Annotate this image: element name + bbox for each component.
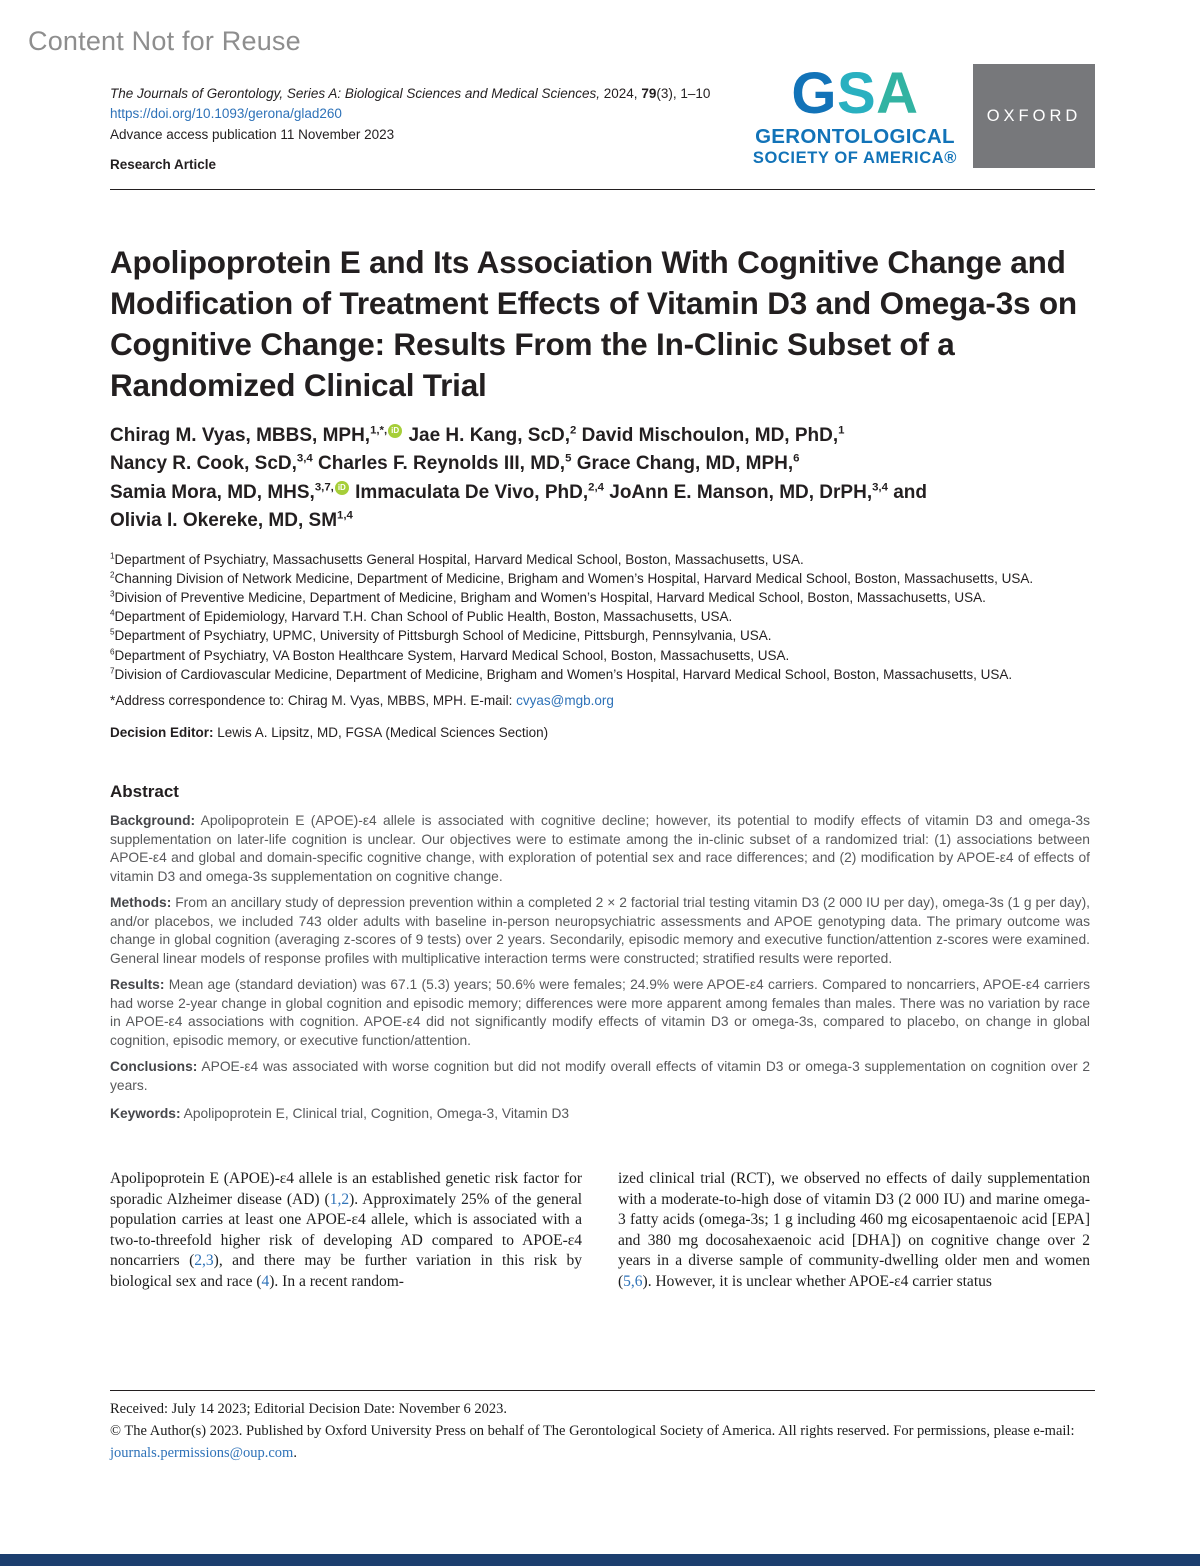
inline-link[interactable]: 5,6 (623, 1272, 643, 1290)
gsa-wordmark-line2: SOCIETY OF AMERICA® (752, 149, 957, 168)
superscript-ref: 1,*, (370, 424, 388, 437)
author-line: Chirag M. Vyas, MBBS, MPH,$^{1,*,}$ iD Jae H. Kang, ScD,$^2$ David Mischoulon, MD, PhD,$^1$ (110, 424, 845, 446)
received-line: Received: July 14 2023; Editorial Decision Date: November 6 2023. (110, 1401, 508, 1417)
article-main (0, 242, 1200, 1292)
oxford-logo (973, 64, 1095, 168)
author-list (110, 422, 1090, 536)
affiliation: $^1$Department of Psychiatry, Massachusetts General Hospital, Harvard Medical School, Boston, Massachusetts, USA. (110, 551, 804, 567)
superscript-ref: 3 (110, 589, 115, 599)
affiliation: $^2$Channing Division of Network Medicine, Department of Medicine, Brigham and Women’s Hospital, Harvard Medical School, Boston, Massachusetts, USA. (110, 570, 1034, 586)
abstract-section (110, 782, 1090, 1122)
superscript-ref: 1 (110, 551, 115, 561)
body-column-right: ized clinical trial (RCT), we observed no effects of daily supplementation with a moderate-to-high dose of vitamin D3 (2 000 IU) and marine omega-3 fatty acids (omega-3s; 1 g including 460 mg eicosapentaenoic acid [EPA] and 380 mg docosahexaenoic acid [DHA]) on cognitive change over 2 years in a diverse sample of community-dwelling older men and women (5,6). However, it is unclear whether APOE-ε4 carrier status (618, 1170, 1090, 1290)
superscript-ref: 3,4 (872, 481, 888, 494)
keywords-line: Keywords: Apolipoprotein E, Clinical trial, Cognition, Omega-3, Vitamin D3 (110, 1106, 570, 1122)
superscript-ref: 6 (110, 647, 115, 657)
author-line: Samia Mora, MD, MHS,$^{3,7,}$ iD Immaculata De Vivo, PhD,$^{2,4}$ JoAnn E. Manson, MD, DrPH,$^{3,4}$ and (110, 481, 927, 503)
watermark: Content Not for Reuse (28, 26, 301, 56)
masthead-divider (110, 189, 1095, 190)
affiliation: $^3$Division of Preventive Medicine, Department of Medicine, Brigham and Women’s Hospital, Harvard Medical School, Boston, Massachusetts, USA. (110, 589, 986, 606)
gsa-wordmark-line1: GERONTOLOGICAL (755, 125, 955, 149)
orcid-icon[interactable]: iD (388, 424, 402, 438)
footer-divider (110, 1390, 1095, 1391)
gsa-logo (752, 61, 957, 168)
superscript-ref: 5 (110, 627, 115, 637)
superscript-ref: 4 (110, 608, 115, 618)
article-type-label: Research Article (110, 156, 217, 172)
superscript-ref: 2 (570, 424, 577, 437)
gsa-letter-a: A (876, 61, 919, 126)
gsa-letter-g: G (791, 61, 837, 126)
superscript-ref: 3,4 (296, 452, 313, 465)
decision-editor-line: Decision Editor: Lewis A. Lipsitz, MD, FGSA (Medical Sciences Section) (110, 724, 549, 740)
body-column-left: Apolipoprotein E (APOE)-ε4 allele is an established genetic risk factor for sporadic Alzheimer disease (AD) (1,2). Approximately 25% of the general population carries at least one APOE-ε4 allele, which is associated with a two-to-threefold higher risk of developing AD compared to APOE-ε4 noncarriers (2,3), and there may be further variation in this risk by biological sex and race (4). In a recent random- (110, 1170, 583, 1290)
superscript-ref: 1,4 (337, 509, 353, 522)
copyright-line: © The Author(s) 2023. Published by Oxford University Press on behalf of The Gerontological Society of America. All rights reserved. For permissions, please e-mail: journals.permissions@oup.com. (110, 1422, 1075, 1461)
inline-link[interactable]: 4 (261, 1272, 270, 1290)
oxford-logo-text: OXFORD (986, 106, 1082, 125)
superscript-ref: 2,4 (588, 481, 604, 494)
gsa-letters (753, 61, 957, 126)
gsa-letter-s: S (836, 61, 877, 126)
abstract-heading: Abstract (110, 781, 179, 801)
article-title: Apolipoprotein E and Its Association With Cognitive Change and Modification of Treatment Effects of Vitamin D3 and Omega-3s on Cognitive Change: Results From the In-Clinic Subset of a Randomized Clinical Trial (110, 244, 1077, 403)
superscript-ref: 3,7, (314, 481, 334, 494)
doi-link[interactable]: https://doi.org/10.1093/gerona/glad260 (110, 106, 342, 122)
journal-masthead (110, 61, 1095, 175)
abstract-results: Results: Mean age (standard deviation) was 67.1 (5.3) years; 50.6% were females; 24.9% were APOE-ε4 carriers. Compared to noncarriers, APOE-ε4 carriers had worse 2-year change in global cognition and episodic memory; differences were more apparent among females than males. There was no variation by race in APOE-ε4 associations with cognition. APOE-ε4 did not significantly modify effects of vitamin D3 or omega-3s, compared to placebo, on change in global cognition, episodic memory, or executive function/attention. (110, 976, 1090, 1049)
correspondence-line: *Address correspondence to: Chirag M. Vyas, MBBS, MPH. E-mail: cvyas@mgb.org (110, 692, 614, 708)
bottom-bar (0, 1554, 1200, 1566)
affiliation: $^4$Department of Epidemiology, Harvard T.H. Chan School of Public Health, Boston, Massachusetts, USA. (110, 608, 733, 625)
publisher-logos (752, 61, 1095, 168)
abstract-conclusions: Conclusions: APOE-ε4 was associated with worse cognition but did not modify overall effects of vitamin D3 or omega-3 supplementation on cognition over 2 years. (110, 1058, 1090, 1093)
body-columns (110, 1169, 1090, 1292)
advance-access-line: Advance access publication 11 November 2023 (110, 126, 395, 142)
journal-info (110, 80, 710, 175)
superscript-ref: 6 (793, 452, 800, 465)
inline-link[interactable]: journals.permissions@oup.com (110, 1444, 294, 1461)
superscript-ref: 2 (110, 570, 115, 580)
superscript-ref: 7 (110, 666, 115, 676)
inline-link[interactable]: 2,3 (194, 1252, 214, 1270)
affiliation-list (110, 550, 1090, 684)
abstract-methods: Methods: From an ancillary study of depression prevention within a completed 2 × 2 factorial trial testing vitamin D3 (2 000 IU per day), omega-3s (1 g per day), and/or placebos, we included 743 older adults with baseline in-person neuropsychiatric assessments and APOE genotyping data. The primary outcome was change in global cognition (averaging z-scores of 9 tests) over 2 years. Secondarily, episodic memory and executive function/attention z-scores were examined. General linear models of response profiles with multiplicative interaction terms were constructed; stratified results were reported. (110, 894, 1090, 967)
abstract-background: Background: Apolipoprotein E (APOE)-ε4 allele is associated with cognitive decline; however, its potential to modify effects of vitamin D3 and omega-3s supplementation on later-life cognition is unclear. Our objectives were to estimate among the in-clinic subset of a randomized trial: (1) associations between APOE-ε4 and global and domain-specific cognitive change, with exploration of potential sex and race differences; and (2) modification by APOE-ε4 of effects of vitamin D3 and omega-3s supplementation on cognitive change. (110, 812, 1090, 885)
inline-link[interactable]: cvyas@mgb.org (516, 692, 614, 708)
affiliation: $^6$Department of Psychiatry, VA Boston Healthcare System, Harvard Medical School, Boston, Massachusetts, USA. (110, 647, 790, 663)
orcid-icon[interactable]: iD (335, 481, 349, 495)
author-line: Olivia I. Okereke, MD, SM$^{1,4}$ (110, 509, 353, 532)
affiliation: $^5$Department of Psychiatry, UPMC, University of Pittsburgh School of Medicine, Pittsburgh, Pennsylvania, USA. (110, 627, 772, 644)
author-line: Nancy R. Cook, ScD,$^{3,4}$ Charles F. Reynolds III, MD,$^5$ Grace Chang, MD, MPH,$^6$ (110, 452, 800, 475)
page-footer (110, 1390, 1095, 1464)
inline-link[interactable]: 1,2 (329, 1190, 350, 1208)
journal-citation: The Journals of Gerontology, Series A: Biological Sciences and Medical Sciences, 2024, 79(3), 1–10 (110, 86, 711, 101)
superscript-ref: 5 (565, 452, 572, 465)
superscript-ref: 1 (838, 424, 845, 437)
affiliation: $^7$Division of Cardiovascular Medicine, Department of Medicine, Brigham and Women’s Hospital, Harvard Medical School, Boston, Massachusetts, USA. (110, 666, 1013, 682)
